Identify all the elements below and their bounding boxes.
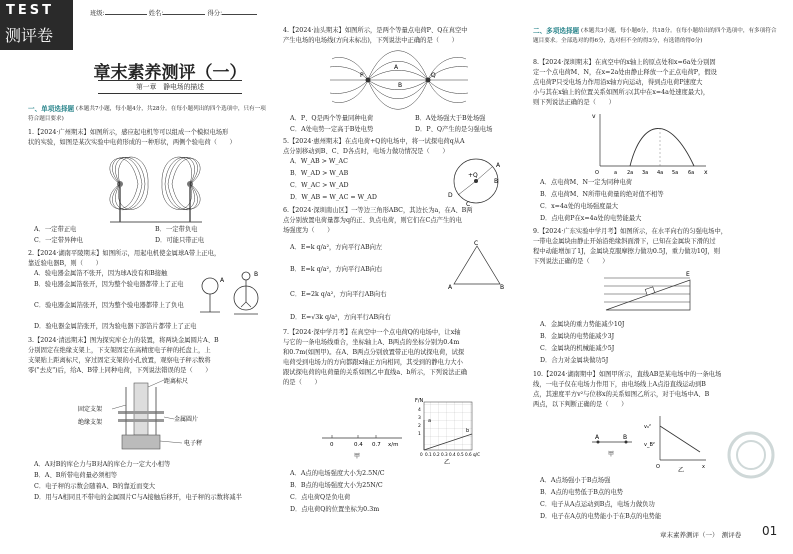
q2-option-a[interactable]: A．验电器金属箔不张开，因为球A没有和B接触 [34,270,168,277]
logo-top: TEST [6,3,54,18]
q8-option-d[interactable]: D．点电荷P在x=4a处的电势能最大 [540,215,642,222]
q5-label-d: D [448,192,453,199]
q7-xtick-6: 0.6 [465,452,472,457]
q2-option-d[interactable]: D．验电器金属箔张开，因为验电器下部箔片都带上了正电 [34,323,197,330]
q7-xtick-0: 0 [420,452,423,457]
q7-option-a[interactable]: A．A点的电场强度大小为2.5N/C [290,470,385,477]
class-label: 班级: [90,10,105,17]
name-label: 姓名: [148,10,164,17]
q6-label-b: B [500,284,505,290]
q5-option-a[interactable]: A．W_AB > W_AC [290,158,348,165]
q10-option-a[interactable]: A．A点场强小于B点场强 [540,477,611,484]
q3-option-c[interactable]: C．电子秤的示数会随着A、B的靠近而变大 [34,483,156,490]
q9-option-a[interactable]: A．金属块的重力势能减少10J [540,321,625,328]
q1-option-b[interactable]: B．一定带负电 [155,226,198,233]
q3-option-a[interactable]: A．A对B的库仑力与B对A的库仑力一定大小相等 [34,461,171,468]
q9-option-c[interactable]: C．金属块的机械能减少5J [540,345,615,352]
q7-tick-1: 0.4 [354,442,363,448]
q7-tick-0: 0 [330,442,334,448]
q7-option-b[interactable]: B．B点的电场强度大小为25N/C [290,482,383,489]
q10-label-x: x [702,464,705,470]
header-fields [90,9,257,19]
q3-label-scale: 电子秤 [184,440,203,447]
q8-figure [592,110,712,176]
q8-tick-o: O [595,170,599,176]
q9-figure [600,270,700,316]
q7-tick-2: 0.7 [372,442,381,448]
q2-label-a: A [220,277,225,284]
q8-tick-2a: 2a [627,170,634,176]
section2-note: (本题共3小题，每小题6分，共18分。在每小题给出的四个选项中，有多项符合题目要求。全部选对的得6分，选对但不全的得3分，有选错的得0分) [533,28,777,45]
q5-option-d[interactable]: D．W_AB = W_AC = W_AD [290,194,377,201]
q10-label-a: A [595,434,600,441]
q7-xtick-3: 0.3 [441,452,448,457]
section2-title: 二、多项选择题 [533,27,580,35]
q8-tick-5a: 5a [672,170,679,176]
q7-label-yi: 乙 [444,459,451,466]
q8-curve [630,128,694,166]
q4-option-c[interactable]: C．A处电势一定高于B处电势 [290,126,374,133]
q10-label-v0: v₀² [644,424,651,430]
logo-bottom: 测评卷 [5,26,54,45]
q5-label-c: C [466,201,471,207]
q8-tick-3a: 3a [642,170,649,176]
q5-label-b: B [494,178,499,185]
q4-label-a: A [394,64,399,71]
q3-figure [78,377,228,455]
q4-label-q: Q [431,72,436,79]
q6-label-a: A [448,284,453,290]
q7-label-jia: 甲 [354,453,361,460]
q4-option-b[interactable]: B．A处场强大于B处场强 [415,115,486,122]
q9-label-e: E [686,271,690,278]
q2-figure [198,268,270,320]
q6-label-c: C [474,240,479,247]
chapter-subtitle: 第一章 静电场的描述 [98,80,242,94]
q3-label-plate: 金属圆片 [174,416,199,423]
q2-stem: 2.【2024·湖南平陵期末】如图所示，用起电机使金属球A带上正电， 靠近验电器B，则（ ） [28,250,221,267]
q5-option-b[interactable]: B．W_AD > W_AB [290,170,349,177]
q8-option-b[interactable]: B．点电荷M、N所带电荷量的绝对值不相等 [540,191,664,198]
q8-ylabel: v [592,113,596,120]
q9-stem: 9.【2024·广东实验中学月考】如图所示，在水平向右的匀强电场中， 一带电金属块由静止开始沿绝缘斜面滑下，已知在金属块下滑的过 程中动能增加了1J，金属块克服摩擦力做功0.5J，重力做功10J，则 下列说法正确的是（ ） [533,228,728,265]
q7-xtick-5: 0.5 [457,452,464,457]
q1-stem: 1.【2024·广州期末】如图所示，感应起电机等可以组成一个模拟电场形 状的实验，如图是某次实验中电荷形成的一种形状，两侧个验电荷（ ） [28,129,236,146]
q6-option-b[interactable]: B．E=k q/a²，方向平行AB向右 [290,266,383,273]
q6-option-d[interactable]: D．E=√3k q/a²，方向平行AB向右 [290,314,391,321]
stamp-watermark [726,430,776,480]
q10-stem: 10.【2024·湖南期中】如图甲所示，直线AB是某电场中的一条电场 线，一电子仅在电场力作用下，由电场线上A点沿直线运动到B 点，其速度平方v²与位移x的关系如图乙所示，对于电场中A、B 两点，以下判断正确的是（ ） [533,371,722,408]
q8-option-c[interactable]: C．x=4a处的电场强度最大 [540,203,619,210]
page-title: 章末素养测评（一） [93,63,247,83]
footer-text: 章末素养测评（一） 测评卷 [660,531,742,539]
q10-label-b: B [623,434,628,441]
q4-stem: 4.【2024·汕头期末】如图所示，是两个等量点电荷P、Q在真空中 产生电场的电场线(方向未标出)，下列说法中正确的是（ ） [283,27,468,44]
q7-figure-yi [414,396,486,466]
q2-label-b: B [254,271,259,278]
q7-xunit: x/m [388,442,399,448]
q2-option-b[interactable]: B．验电器金属箔张开，因为整个验电器都带上了正电 [34,281,184,288]
q10-figure [590,412,710,474]
q7-ytick-2: 2 [418,424,421,429]
q10-label-yi: 乙 [678,467,685,474]
q8-stem: 8.【2024·深圳期末】在真空中的x轴上的原点处和x=6a处分别固 定一个点电荷M、N，在x=2a处由静止释放一个正点电荷P，假设 点电荷P只受电场力作用沿x轴方向运动，得到点电荷P速度大 小与其在x轴上的位置关系如图所示(其中在x=4a处速度最大)， 则下列说法正确的是（ ） [533,59,717,106]
q10-label-o: O [656,464,660,470]
q3-stem: 3.【2024·清远期末】图为探究库仑力的装置，将两块金属圆片A、B 分别固定在绝缘支架上，下支架固定在高精度电子秤的托盘上，上 支架贴上距离标尺，穿过固定支架的小孔放置，观察电子秤示数将 零("去皮")后，给A、B带上同种电荷，下列说法错误的是（ ） [28,337,219,374]
q7-xq: q/C [473,452,480,457]
q4-label-p: P [360,72,364,79]
q10-option-d[interactable]: D．电子在A点的电势能小于在B点的电势能 [540,513,662,520]
q7-xtick-1: 0.1 [425,452,432,457]
q7-ytick-4: 4 [418,408,421,413]
page-number: 01 [762,524,778,538]
section1-title: 一、单项选择题 [28,105,75,113]
q3-label-ruler: 距离标尺 [164,378,189,385]
q5-figure [446,155,506,207]
q8-tick-a: a [614,170,618,176]
q9-option-d[interactable]: D．合力对金属块做功5J [540,357,609,364]
q7-option-c[interactable]: C．点电荷Q是负电荷 [290,494,351,501]
q7-ytick-1: 1 [418,432,421,437]
q7-option-d[interactable]: D．点电荷Q的位置坐标为0.3m [290,506,380,513]
q8-option-a[interactable]: A．点电荷M、N一定为同种电荷 [540,179,633,186]
q6-option-c[interactable]: C．E=2k q/a²，方向平行AB向右 [290,291,387,298]
q2-option-c[interactable]: C．验电器金属箔张开，因为整个验电器都带上了负电 [34,302,184,309]
score-label: 得分: [207,10,223,17]
q5-label-charge: +Q [468,172,478,179]
q7-xtick-4: 0.4 [449,452,456,457]
section1-note: (本题共7小题，每小题4分，共28分。在每小题列出的四个选项中，只有一项符合题目要求) [28,106,266,123]
q7-yunit: F/N [415,398,424,404]
q4-label-b: B [398,82,403,89]
q7-ytick-3: 3 [418,416,421,421]
q3-label-fixed: 固定支架 [78,406,103,413]
q5-stem: 5.【2024·惠州期末】在点电荷+Q的电场中，将一试探电荷q从A 点分别移动到B、C、D各点时，电场力做功情况是（ ） [283,138,465,155]
q8-xlabel: x [704,169,708,176]
q10-line [660,426,700,452]
q5-option-c[interactable]: C．W_AC > W_AD [290,182,349,189]
q7-figure-jia [318,430,408,460]
q1-figure [90,148,220,226]
q3-option-d[interactable]: D．用与A相同且不带电的金属圆片C与A接触后移开，电子秤的示数将减半 [34,494,242,501]
q4-figure [328,47,470,113]
q8-tick-6a: 6a [688,170,695,176]
q10-label-jia: 甲 [608,451,615,458]
q3-option-b[interactable]: B．A、B所带电荷量必须相等 [34,472,118,479]
q7-stem: 7.【2024·深中学月考】在真空中一个点电荷Q的电场中，让x轴 与它的一条电场线重合，坐标轴上A、B两点的坐标分别为0.4m 和0.7m(如图甲)。在A、B两点分别放置带正电的试探电荷，试探 电荷受到电场力的方向都跟x轴正方向相同，其受到的静电力大小 跟试探电荷的电荷量的关系如图乙中直线a、b所示，下列说法正确 的是（ ） [283,329,468,386]
q5-label-a: A [496,162,501,169]
q10-option-b[interactable]: B．A点的电势低于B点的电势 [540,489,624,496]
q6-stem: 6.【2024·深圳南山区】一等边三角形ABC，其边长为a，在A、B两 点分别放置电荷量都为q的正、负点电荷，则它们在C点产生的电 场强度为（ ） [283,207,473,234]
q1-option-a[interactable]: A．一定带正电 [34,226,77,233]
q10-label-vb: v_B² [644,442,655,448]
q6-figure [448,240,506,290]
q7-xtick-2: 0.2 [433,452,440,457]
q7-label-a: a [428,418,432,424]
q6-option-a[interactable]: A．E=k q/a²，方向平行AB向左 [290,244,383,251]
q4-option-d[interactable]: D．P、Q产生的是匀强电场 [415,126,493,133]
q9-option-b[interactable]: B．金属块的电势能减少3J [540,333,615,340]
q7-label-b: b [466,428,470,434]
q3-label-insulating: 绝缘支架 [78,419,103,426]
q8-tick-4a: 4a [657,170,664,176]
q10-option-c[interactable]: C．电子从A点运动到B点，电场力做负功 [540,501,655,508]
q1-option-d[interactable]: D．可能只带正电 [155,237,205,244]
q1-option-c[interactable]: C．一定带异种电 [34,237,83,244]
q4-option-a[interactable]: A．P、Q是两个等量同种电荷 [290,115,374,122]
test-logo [0,0,73,50]
